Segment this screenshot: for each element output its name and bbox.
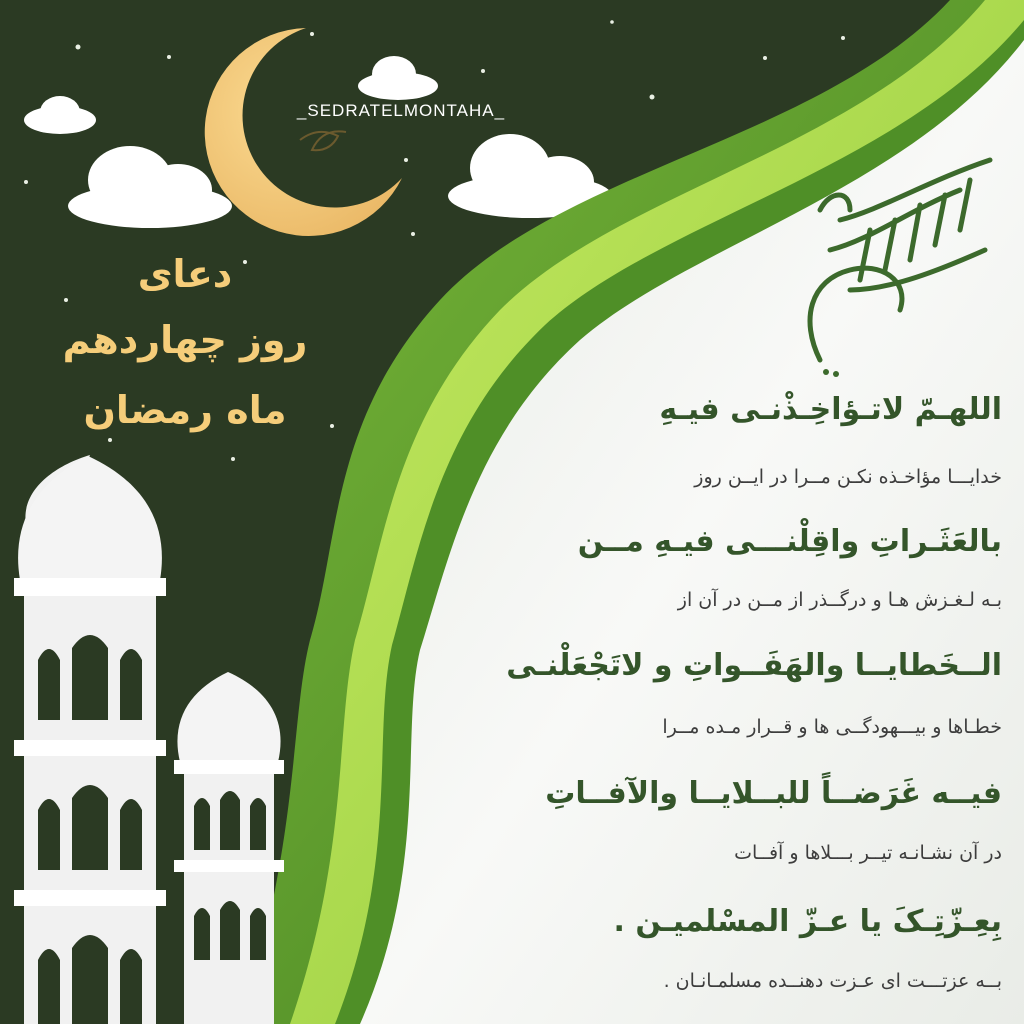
prayer-persian-line: خدایـــا مؤاخـذه نکـن مــرا در ایــن روز bbox=[694, 466, 1002, 488]
prayer-persian-line: بــه عزتـــت ای عـزت دهنــده مسلمـانـان . bbox=[663, 970, 1002, 992]
prayer-arabic-line: بالعَثَـراتِ واقِلْنـــی فیـهِ مــن bbox=[577, 524, 1002, 559]
calligraphy-bismillah bbox=[790, 150, 1005, 380]
prayer-arabic-line: بِعِـزّتِـکَ یا عـزّ المسْلمیـن . bbox=[613, 904, 1002, 939]
watermark-handle: _SEDRATELMONTAHA_ bbox=[296, 101, 506, 120]
prayer-persian-line: بـه لـغـزش هـا و درگــذر از مــن در آن از bbox=[677, 589, 1002, 611]
prayer-persian-line: خطـاها و بیـــهودگــی ها و قــرار مـده مــرا bbox=[662, 716, 1002, 738]
title-line-1: دعای bbox=[137, 252, 233, 296]
prayer-arabic-line: الــخَطایــا والهَفَــواتِ و لاتَجْعَلْنـی bbox=[506, 648, 1002, 683]
prayer-arabic-line: فیــه غَرَضــاً للبــلایــا والآفــاتِ bbox=[545, 776, 1002, 811]
title-line-3: ماه رمضان bbox=[83, 388, 287, 432]
title-line-2: روز چهاردهم bbox=[62, 318, 308, 362]
prayer-persian-line: در آن نشـانـه تیــر بـــلاها و آفــات bbox=[734, 842, 1002, 864]
prayer-arabic-line: اللهـمّ لاتـؤاخِـذْنـی فیـهِ bbox=[659, 392, 1002, 427]
